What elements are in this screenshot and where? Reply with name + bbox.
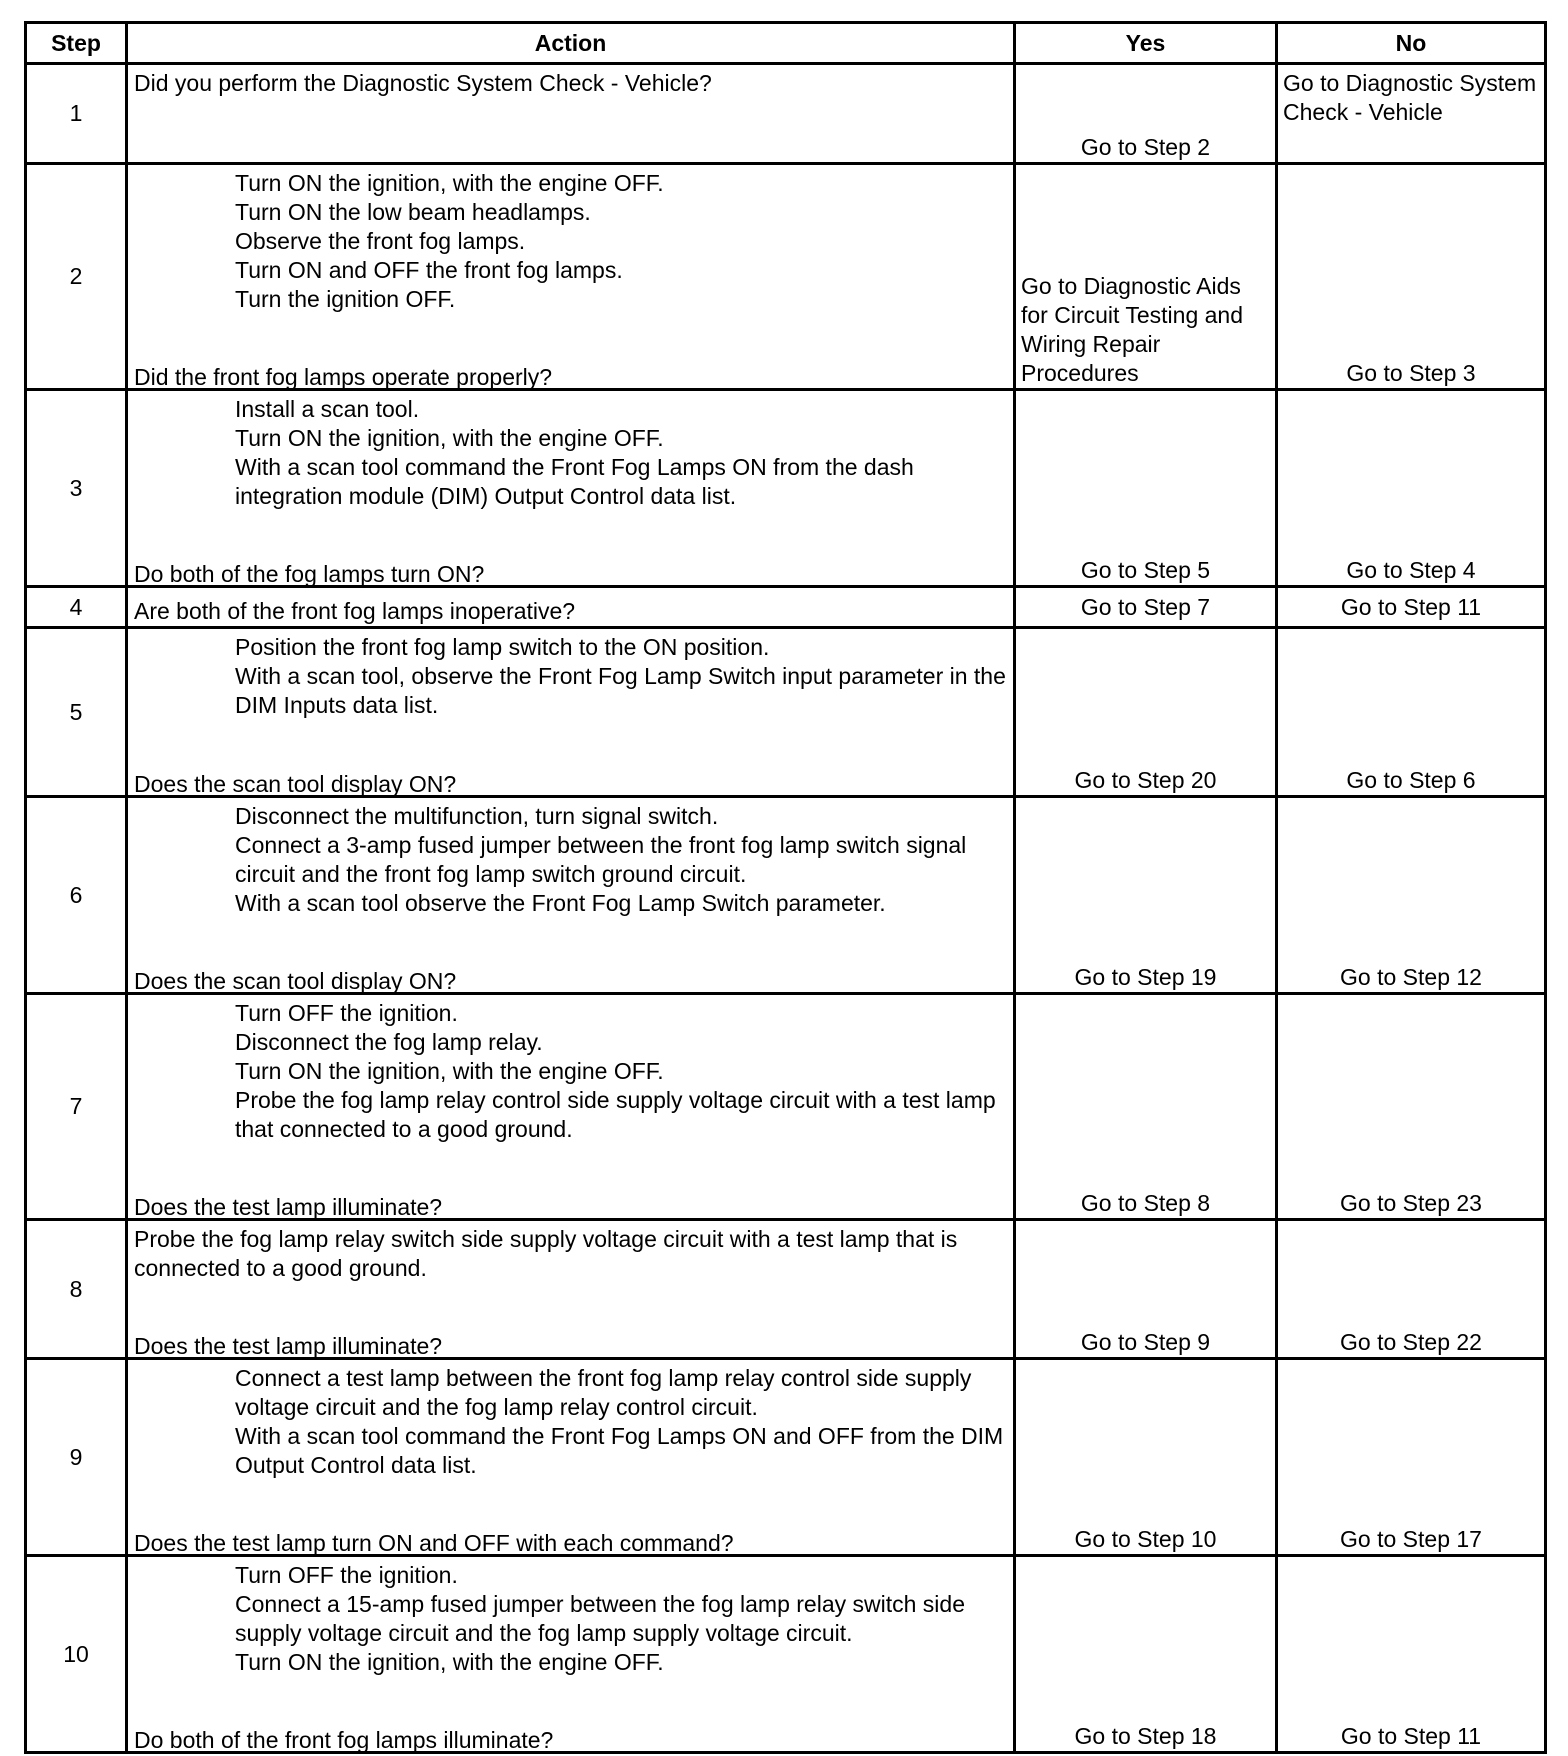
header-no: No <box>1277 23 1546 64</box>
yes-cell: Go to Step 5 <box>1015 390 1277 587</box>
action-question: Do both of the front fog lamps illuminate? <box>134 1727 554 1753</box>
instruction-item: Disconnect the fog lamp relay. <box>235 1029 543 1055</box>
step-number: 9 <box>26 1359 127 1556</box>
instruction-item: Connect a 15-amp fused jumper between the fog lamp relay switch side supply voltage circuit and the fog lamp supply voltage circuit. <box>235 1591 966 1646</box>
yes-cell: Go to Step 8 <box>1015 994 1277 1220</box>
yes-cell: Go to Diagnostic Aids for Circuit Testing and Wiring Repair Procedures <box>1015 164 1277 390</box>
yes-cell: Go to Step 20 <box>1015 628 1277 797</box>
instruction-item: With a scan tool observe the Front Fog Lamp Switch parameter. <box>235 890 886 916</box>
step-number: 4 <box>26 587 127 628</box>
action-cell <box>127 164 1015 390</box>
action-cell <box>127 587 1015 628</box>
instruction-item: Turn the ignition OFF. <box>235 286 456 312</box>
no-cell: Go to Diagnostic System Check - Vehicle <box>1277 64 1546 164</box>
action-text: Probe the fog lamp relay switch side supply voltage circuit with a test lamp that is connected to a good ground. <box>134 1226 958 1281</box>
yes-cell: Go to Step 10 <box>1015 1359 1277 1556</box>
yes-cell: Go to Step 7 <box>1015 587 1277 628</box>
action-question: Does the scan tool display ON? <box>134 771 457 797</box>
instruction-list <box>134 999 1008 1144</box>
instruction-item: Turn ON the ignition, with the engine OFF. <box>235 1058 664 1084</box>
instruction-item: Turn ON the low beam headlamps. <box>235 199 591 225</box>
table-row <box>26 994 1546 1220</box>
yes-cell: Go to Step 19 <box>1015 797 1277 994</box>
no-cell: Go to Step 3 <box>1277 164 1546 390</box>
table-row <box>26 64 1546 164</box>
no-cell: Go to Step 12 <box>1277 797 1546 994</box>
table-row <box>26 1220 1546 1359</box>
step-number: 5 <box>26 628 127 797</box>
action-question: Does the scan tool display ON? <box>134 968 457 994</box>
table-row <box>26 1359 1546 1556</box>
instruction-item: With a scan tool, observe the Front Fog Lamp Switch input parameter in the DIM Inputs data list. <box>235 663 1006 718</box>
step-number: 6 <box>26 797 127 994</box>
table-row <box>26 1556 1546 1753</box>
step-number: 1 <box>26 64 127 164</box>
header-row <box>26 23 1546 64</box>
action-text: Did you perform the Diagnostic System Check - Vehicle? <box>134 70 712 96</box>
yes-cell: Go to Step 9 <box>1015 1220 1277 1359</box>
no-cell: Go to Step 11 <box>1277 1556 1546 1753</box>
instruction-item: With a scan tool command the Front Fog Lamps ON from the dash integration module (DIM) Output Control data list. <box>235 454 914 509</box>
action-cell <box>127 1556 1015 1753</box>
step-number: 7 <box>26 994 127 1220</box>
no-cell: Go to Step 6 <box>1277 628 1546 797</box>
instruction-item: Connect a 3-amp fused jumper between the front fog lamp switch signal circuit and the front fog lamp switch ground circuit. <box>235 832 967 887</box>
instruction-list <box>134 633 1008 720</box>
step-number: 2 <box>26 164 127 390</box>
no-cell: Go to Step 23 <box>1277 994 1546 1220</box>
instruction-list <box>134 1561 1008 1677</box>
instruction-item: Turn ON and OFF the front fog lamps. <box>235 257 623 283</box>
instruction-list <box>134 169 1008 314</box>
action-question: Does the test lamp illuminate? <box>134 1194 443 1220</box>
table-row <box>26 164 1546 390</box>
no-cell: Go to Step 11 <box>1277 587 1546 628</box>
table-row <box>26 797 1546 994</box>
action-cell <box>127 628 1015 797</box>
instruction-list <box>134 395 1008 511</box>
step-number: 8 <box>26 1220 127 1359</box>
action-cell <box>127 994 1015 1220</box>
action-cell <box>127 1220 1015 1359</box>
instruction-item: Turn ON the ignition, with the engine OFF. <box>235 1649 664 1675</box>
action-question: Do both of the fog lamps turn ON? <box>134 561 485 587</box>
action-cell <box>127 64 1015 164</box>
no-cell: Go to Step 17 <box>1277 1359 1546 1556</box>
instruction-item: Disconnect the multifunction, turn signal switch. <box>235 803 719 829</box>
step-number: 3 <box>26 390 127 587</box>
header-action: Action <box>127 23 1015 64</box>
yes-cell: Go to Step 18 <box>1015 1556 1277 1753</box>
action-text: Are both of the front fog lamps inoperative? <box>134 597 576 624</box>
instruction-item: Turn OFF the ignition. <box>235 1000 458 1026</box>
instruction-list <box>134 802 1008 918</box>
table-row <box>26 587 1546 628</box>
instruction-item: Probe the fog lamp relay control side supply voltage circuit with a test lamp that connected to a good ground. <box>235 1087 996 1142</box>
table-row <box>26 390 1546 587</box>
step-number: 10 <box>26 1556 127 1753</box>
instruction-item: With a scan tool command the Front Fog Lamps ON and OFF from the DIM Output Control data list. <box>235 1423 1004 1478</box>
action-cell <box>127 390 1015 587</box>
yes-cell: Go to Step 2 <box>1015 64 1277 164</box>
instruction-item: Connect a test lamp between the front fog lamp relay control side supply voltage circuit and the fog lamp relay control circuit. <box>235 1365 972 1420</box>
header-yes: Yes <box>1015 23 1277 64</box>
action-cell <box>127 797 1015 994</box>
action-cell <box>127 1359 1015 1556</box>
action-question: Does the test lamp illuminate? <box>134 1333 443 1359</box>
table-row <box>26 628 1546 797</box>
instruction-item: Turn ON the ignition, with the engine OFF. <box>235 425 664 451</box>
diagnostic-table <box>24 21 1547 1754</box>
instruction-item: Install a scan tool. <box>235 396 420 422</box>
header-step: Step <box>26 23 127 64</box>
no-cell: Go to Step 22 <box>1277 1220 1546 1359</box>
no-cell: Go to Step 4 <box>1277 390 1546 587</box>
instruction-item: Turn ON the ignition, with the engine OFF. <box>235 170 664 196</box>
instruction-list <box>134 1364 1008 1480</box>
action-question: Did the front fog lamps operate properly? <box>134 364 553 390</box>
instruction-item: Observe the front fog lamps. <box>235 228 526 254</box>
action-question: Does the test lamp turn ON and OFF with each command? <box>134 1530 734 1556</box>
instruction-item: Turn OFF the ignition. <box>235 1562 458 1588</box>
instruction-item: Position the front fog lamp switch to the ON position. <box>235 634 770 660</box>
